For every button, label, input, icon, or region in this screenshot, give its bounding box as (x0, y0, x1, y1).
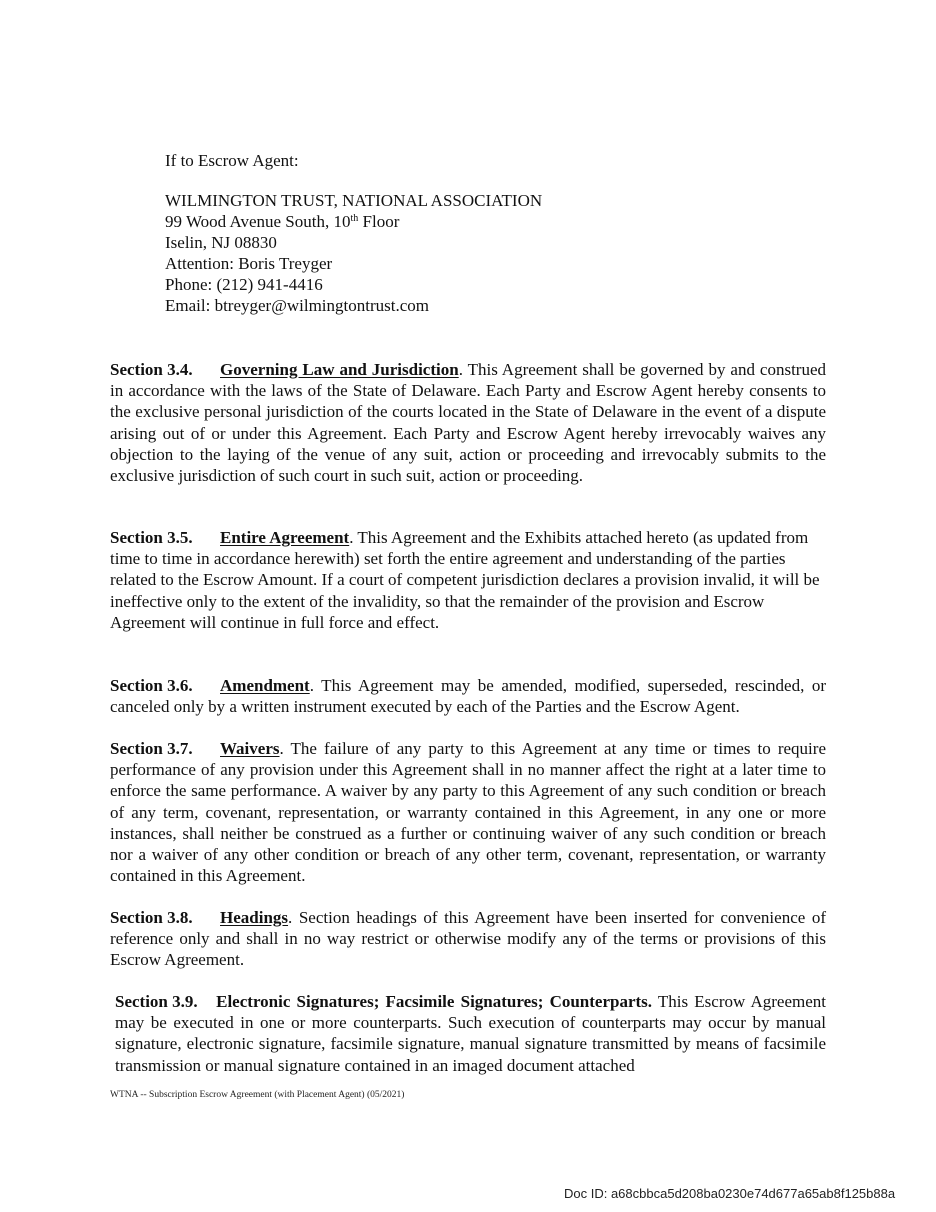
section-3-9-electronic-signatures (115, 991, 826, 1076)
section-title: Headings (220, 908, 289, 927)
section-number: Section 3.7. (110, 739, 193, 758)
section-title: Amendment (220, 676, 310, 695)
notice-heading: If to Escrow Agent: (165, 151, 299, 170)
section-title: Governing Law and Jurisdiction (220, 360, 459, 379)
section-3-5-entire-agreement (110, 527, 826, 633)
section-number: Section 3.4. (110, 360, 193, 379)
section-3-4-governing-law (110, 359, 826, 486)
notice-email: Email: btreyger@wilmingtontrust.com (165, 296, 429, 315)
section-number: Section 3.9. (115, 992, 198, 1011)
section-body: . This Agreement may be amended, modified, superseded, rescinded, or canceled only by a written instrument executed by each of the Parties and the Escrow Agent. (110, 676, 826, 717)
section-3-8-headings (110, 907, 826, 971)
notice-phone: Phone: (212) 941-4416 (165, 275, 323, 294)
notice-street-address (165, 211, 542, 232)
notice-city-line: Iselin, NJ 08830 (165, 233, 277, 252)
street-address-prefix: 99 Wood Avenue South, 10 (165, 212, 351, 231)
notice-entity-name: WILMINGTON TRUST, NATIONAL ASSOCIATION (165, 191, 543, 210)
section-title: Waivers (220, 739, 280, 758)
section-title: Entire Agreement (220, 528, 350, 547)
section-3-6-amendment (110, 675, 826, 717)
section-body: . The failure of any party to this Agreement at any time or times to require performance of any provision under this Agreement shall in no manner affect the right at a later time to enforce the same performance. A waiver by any party to this Agreement of any such condition or breach of any term, covenant, representation, or warranty contained in this Agreement, in any one or more instances, shall neither be construed as a further or continuing waiver of any such condition or breach nor a waiver of any other condition or breach of any other term, covenant, representation, or warranty contained in this Agreement. (110, 739, 826, 886)
doc-id-stamp: Doc ID: a68cbbca5d208ba0230e74d677a65ab8f125b88a (564, 1186, 896, 1201)
page-footer: WTNA -- Subscription Escrow Agreement (with Placement Agent) (05/2021) (110, 1090, 405, 1100)
section-body: This Escrow Agreement may be executed in one or more counterparts. Such execution of counterparts may occur by manual signature, electronic signature, facsimile signature, manual signature transmitted by means of facsimile transmission or manual signature contained in an imaged document attached (115, 992, 827, 1075)
section-body: . This Agreement shall be governed by and construed in accordance with the laws of the State of Delaware. Each Party and Escrow Agent hereby consents to the exclusive personal jurisdiction of the courts located in the State of Delaware in the event of a dispute arising out of or under this Agreement. Each Party and Escrow Agent hereby irrevocably waives any objection to the laying of the venue of any suit, action or proceeding and irrevocably submits to the exclusive jurisdiction of such court in such suit, action or proceeding. (110, 360, 827, 486)
escrow-agent-notice-block (165, 150, 542, 316)
section-body: . Section headings of this Agreement have been inserted for convenience of reference only and shall in no way restrict or otherwise modify any of the terms or provisions of this Escrow Agreement. (110, 908, 826, 970)
section-number: Section 3.5. (110, 528, 193, 547)
section-title: Electronic Signatures; Facsimile Signatures; Counterparts. (216, 992, 653, 1011)
street-address-ordinal: th (350, 213, 359, 224)
section-body: . This Agreement and the Exhibits attached hereto (as updated from time to time in accordance herewith) set forth the entire agreement and understanding of the parties related to the Escrow Amount. If a court of competent jurisdiction declares a provision invalid, it will be ineffective only to the extent of the invalidity, so that the remainder of the provision and Escrow Agreement will continue in full force and effect. (110, 528, 820, 632)
section-3-7-waivers (110, 738, 826, 886)
section-number: Section 3.8. (110, 908, 193, 927)
section-number: Section 3.6. (110, 676, 193, 695)
street-address-suffix: Floor (358, 212, 400, 231)
notice-attention: Attention: Boris Treyger (165, 254, 333, 273)
